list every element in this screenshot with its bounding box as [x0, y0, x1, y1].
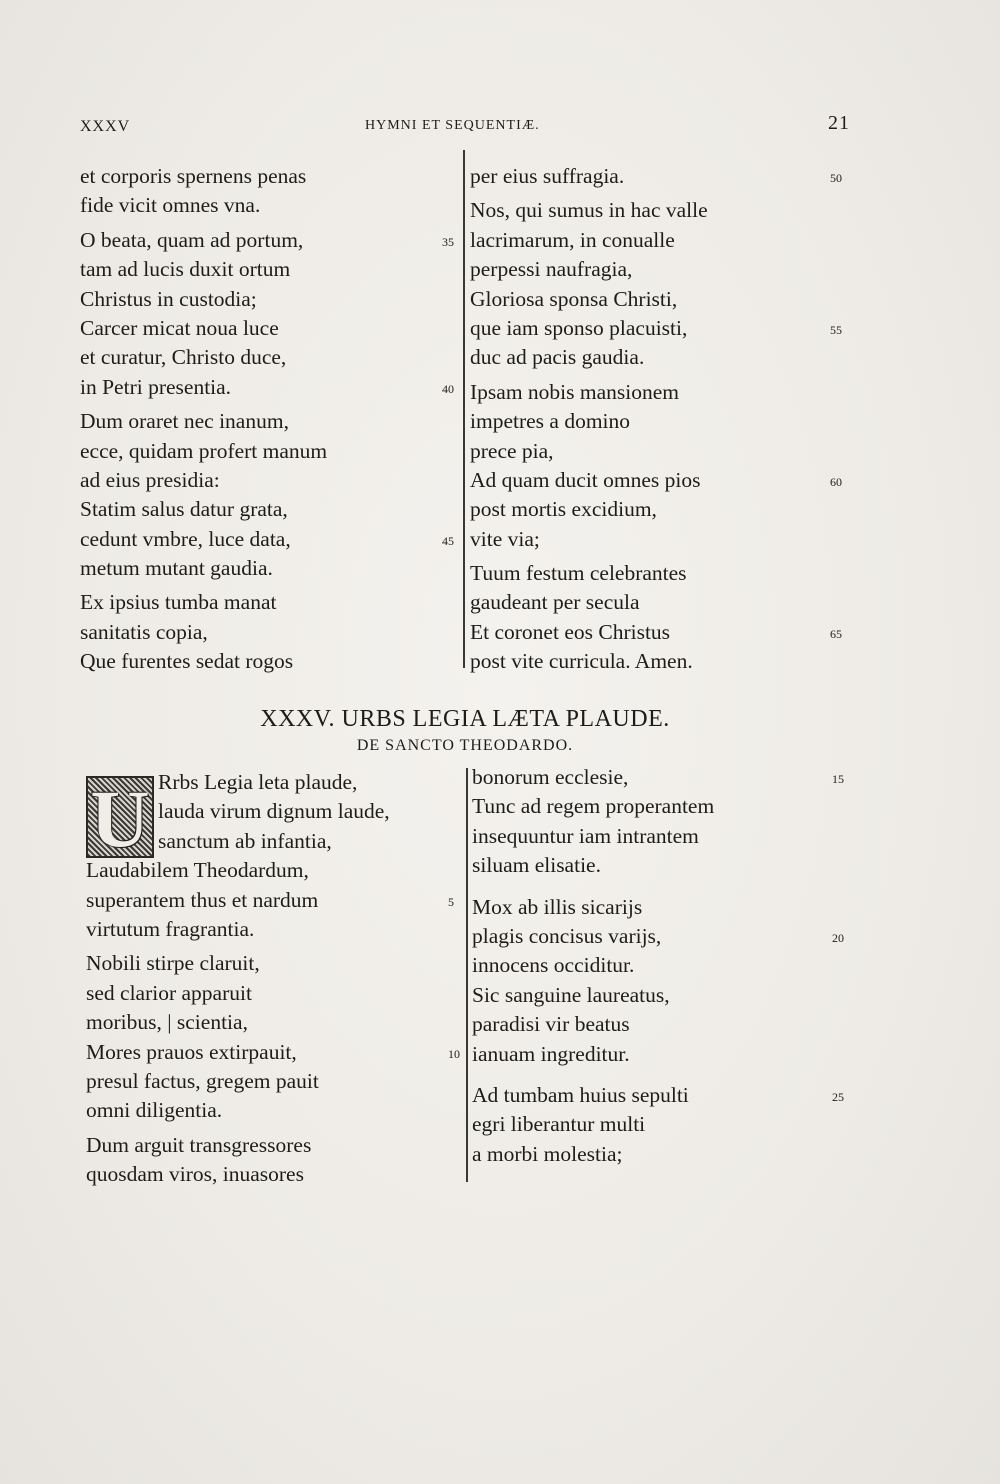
verse-text: duc ad pacis gaudia.: [470, 345, 645, 370]
verse-line: [472, 922, 862, 951]
verse-line: [80, 437, 460, 466]
bottom-right-column: [472, 763, 862, 1169]
verse-text: ad eius presidia:: [80, 467, 220, 492]
verse-text: cedunt vmbre, luce data,: [80, 526, 291, 551]
verse-text: sanctum ab infantia,: [158, 828, 332, 853]
verse-line: [80, 162, 460, 191]
verse-line: [86, 949, 466, 978]
running-title: HYMNI ET SEQUENTIÆ.: [365, 118, 540, 133]
verse-text: prece pia,: [470, 438, 554, 463]
column-divider-top: [463, 150, 465, 668]
verse-text: Ad quam ducit omnes pios: [470, 467, 701, 492]
verse-line: [86, 1131, 466, 1160]
verse-line: [80, 226, 460, 255]
page-number: 21: [828, 112, 850, 134]
line-number: 45: [442, 533, 454, 548]
verse-line: [470, 559, 860, 588]
verse-text: lacrimarum, in conualle: [470, 227, 675, 252]
verse-text: et corporis spernens penas: [80, 164, 307, 188]
verse-line: [470, 466, 860, 495]
verse-line: [470, 378, 860, 407]
verse-line: [470, 437, 860, 466]
line-number: 60: [830, 474, 842, 489]
verse-text: metum mutant gaudia.: [80, 556, 273, 581]
verse-text: egri liberantur multi: [472, 1112, 646, 1137]
verse-text: Laudabilem Theodardum,: [86, 858, 309, 883]
verse-line: [86, 1160, 466, 1189]
verse-text: Ipsam nobis mansionem: [470, 379, 680, 404]
verse-line: [80, 466, 460, 495]
verse-line: [472, 1140, 862, 1169]
verse-text: gaudeant per secula: [470, 590, 640, 615]
verse-line: [80, 255, 460, 284]
line-number: 10: [448, 1046, 460, 1061]
verse-text: post mortis excidium,: [470, 497, 657, 522]
verse-text: superantem thus et nardum: [86, 887, 319, 912]
verse-line: [470, 525, 860, 554]
verse-line: [86, 1096, 466, 1125]
verse-text: insequuntur iam intrantem: [472, 823, 699, 848]
verse-text: Sic sanguine laureatus,: [472, 982, 670, 1007]
verse-text: vite via;: [470, 526, 540, 551]
verse-text: virtutum fragrantia.: [86, 916, 255, 941]
verse-text: quosdam viros, inuasores: [86, 1162, 304, 1187]
top-right-column: [470, 162, 860, 677]
verse-text: Dum arguit transgressores: [86, 1132, 312, 1157]
verse-line: [80, 285, 460, 314]
verse-line: [470, 407, 860, 436]
line-number: 25: [832, 1089, 844, 1104]
verse-line: [470, 343, 860, 372]
verse-line: [472, 763, 862, 792]
line-number: 40: [442, 381, 454, 396]
verse-line: [80, 373, 460, 402]
verse-text: siluam elisatie.: [472, 853, 601, 878]
verse-line: [472, 951, 862, 980]
verse-line: [86, 1008, 466, 1037]
verse-text: paradisi vir beatus: [472, 1012, 630, 1037]
verse-text: Ad tumbam huius sepulti: [472, 1082, 689, 1107]
verse-line: [470, 285, 860, 314]
verse-text: Ex ipsius tumba manat: [80, 590, 277, 615]
verse-text: Tunc ad regem properantem: [472, 794, 715, 819]
initial-letter: U: [90, 773, 150, 864]
verse-line: [86, 979, 466, 1008]
line-number: 20: [832, 930, 844, 945]
verse-text: Carcer micat noua luce: [80, 315, 279, 340]
verse-text: ianuam ingreditur.: [472, 1041, 630, 1066]
verse-text: impetres a domino: [470, 409, 631, 434]
line-number: 55: [830, 322, 842, 337]
verse-line: [472, 981, 862, 1010]
hymn-title: XXXV. URBS LEGIA LÆTA PLAUDE.: [260, 706, 670, 732]
verse-text: post vite curricula. Amen.: [470, 649, 693, 674]
verse-line: [470, 196, 860, 225]
verse-line: [472, 822, 862, 851]
verse-line: [80, 191, 460, 220]
verse-line: [80, 525, 460, 554]
verse-text: sed clarior apparuit: [86, 980, 252, 1005]
line-number: 35: [442, 234, 454, 249]
bottom-left-column: [86, 768, 466, 1189]
verse-text: Et coronet eos Christus: [470, 619, 671, 644]
verse-line: [472, 893, 862, 922]
verse-text: bonorum ecclesie,: [472, 765, 629, 789]
line-number: 15: [832, 772, 844, 786]
verse-line: [470, 588, 860, 617]
verse-text: sanitatis copia,: [80, 619, 208, 644]
verse-line: [86, 1038, 466, 1067]
verse-line: [80, 647, 460, 676]
verse-text: presul factus, gregem pauit: [86, 1068, 319, 1093]
column-divider-bottom: [466, 768, 468, 1182]
verse-text: et curatur, Christo duce,: [80, 345, 287, 370]
verse-line: [80, 343, 460, 372]
verse-line: [80, 588, 460, 617]
verse-line: [472, 1110, 862, 1139]
line-number: 65: [830, 626, 842, 641]
verse-text: perpessi naufragia,: [470, 257, 633, 282]
verse-line: [80, 554, 460, 583]
verse-text: in Petri presentia.: [80, 374, 232, 399]
verse-line: [470, 226, 860, 255]
verse-text: lauda virum dignum laude,: [158, 799, 390, 824]
verse-text: Statim salus datur grata,: [80, 497, 288, 522]
verse-line: [470, 162, 860, 191]
verse-text: innocens occiditur.: [472, 953, 635, 978]
verse-line: [470, 495, 860, 524]
verse-text: Tuum festum celebrantes: [470, 561, 687, 586]
verse-line: [80, 495, 460, 524]
verse-text: Nos, qui sumus in hac valle: [470, 198, 708, 223]
verse-line: [86, 827, 466, 856]
verse-line: [86, 886, 466, 915]
verse-line: [80, 314, 460, 343]
verse-text: O beata, quam ad portum,: [80, 227, 304, 252]
verse-text: plagis concisus varijs,: [472, 923, 662, 948]
verse-line: [80, 407, 460, 436]
verse-text: omni diligentia.: [86, 1098, 223, 1123]
verse-line: [86, 797, 466, 826]
verse-text: Mox ab illis sicarijs: [472, 894, 643, 919]
verse-text: Gloriosa sponsa Christi,: [470, 286, 678, 311]
verse-text: Nobili stirpe claruit,: [86, 951, 260, 976]
verse-line: [86, 768, 466, 797]
verse-line: [472, 1081, 862, 1110]
verse-line: [470, 255, 860, 284]
verse-line: [470, 647, 860, 676]
verse-line: [86, 915, 466, 944]
verse-line: [472, 792, 862, 821]
signature-mark: XXXV: [80, 118, 131, 135]
verse-line: [470, 618, 860, 647]
verse-text: moribus, | scientia,: [86, 1010, 248, 1035]
verse-text: Rrbs Legia leta plaude,: [158, 770, 358, 794]
verse-line: [80, 618, 460, 647]
verse-text: tam ad lucis duxit ortum: [80, 257, 291, 282]
verse-text: Christus in custodia;: [80, 286, 257, 311]
page-header: [80, 112, 850, 140]
verse-text: a morbi molestia;: [472, 1141, 623, 1166]
verse-text: Dum oraret nec inanum,: [80, 409, 289, 434]
verse-text: fide vicit omnes vna.: [80, 193, 261, 218]
line-number: 50: [830, 171, 842, 185]
verse-line: [472, 851, 862, 880]
verse-line: [472, 1040, 862, 1069]
line-number: 5: [448, 894, 454, 909]
verse-text: per eius suffragia.: [470, 164, 625, 188]
verse-line: [86, 1067, 466, 1096]
top-left-column: [80, 162, 460, 677]
verse-line: [470, 314, 860, 343]
verse-text: que iam sponso placuisti,: [470, 315, 688, 340]
verse-text: ecce, quidam profert manum: [80, 438, 328, 463]
verse-line: [472, 1010, 862, 1039]
hymn-subtitle: DE SANCTO THEODARDO.: [356, 737, 574, 754]
verse-text: Mores prauos extirpauit,: [86, 1039, 297, 1064]
verse-line: [86, 856, 466, 885]
verse-text: Que furentes sedat rogos: [80, 649, 294, 674]
